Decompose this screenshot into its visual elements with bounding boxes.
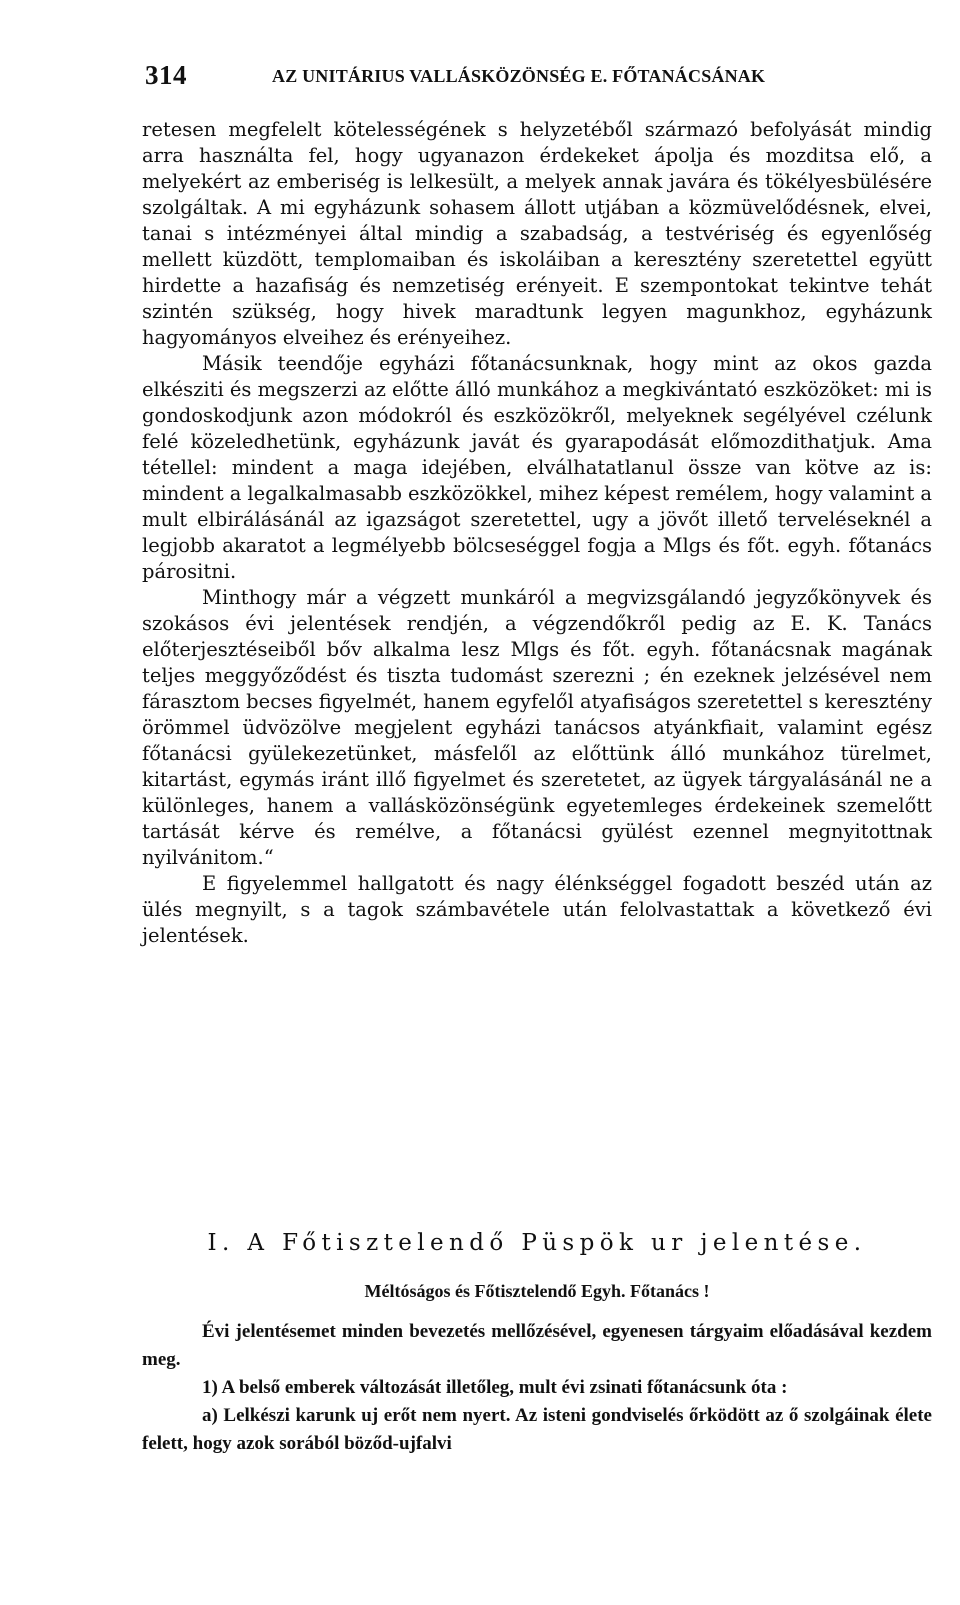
salutation: Méltóságos és Főtisztelendő Egyh. Főtanács ! — [364, 1281, 710, 1301]
report-text — [142, 1318, 932, 1458]
running-title: AZ UNITÁRIUS VALLÁSKÖZÖNSÉG E. FŐTANÁCSÁNAK — [272, 66, 766, 86]
page-number: 314 — [145, 60, 187, 90]
paragraph: 1) A belső emberek változását illetőleg, mult évi zsinati főtanácsunk óta : — [202, 1377, 788, 1398]
paragraph-continuation: retesen megfelelt kötelességének s helyzetéből származó befolyását mindig arra használta fel, hogy ugyanazon érdekeket ápolja és mozditsa elő, a melyekért az emberiség is lelkesült, a melyek annak javára és tökélyesbülésére szolgáltak. A mi egyházunk sohasem állott utjában a közmüvelődésnek, elvei, tanai s intézményei által mindig a szabadság, a testvériség és egyenlőség mellett küzdött, templomaiban és iskoláiban a keresztény szeretettel együtt hirdette a hazafiság és nemzetiség erényeit. E szempontokat tekintve tehát szintén szükség, hogy hivek maradtunk legyen magunkhoz, egyházunk hagyományos elveihez és erényeihez. — [142, 118, 932, 349]
paragraph: a) Lelkészi karunk uj erőt nem nyert. Az isteni gondviselés őrködött az ő szolgáinak élete felett, hogy azok sorából böződ-ujfalvi — [142, 1405, 932, 1454]
section-heading: I. A Főtisztelendő Püspök ur jelentése. — [207, 1230, 867, 1256]
page-header — [145, 60, 935, 90]
paragraph: E figyelemmel hallgatott és nagy élénkséggel fogadott beszéd után az ülés megnyilt, s a tagok számbavétele után felolvastattak a következő évi jelentések. — [142, 872, 932, 947]
paragraph: Minthogy már a végzett munkáról a megvizsgálandó jegyzőkönyvek és szokásos évi jelentések rendjén, a végzendőkről pedig az E. K. Tanács előterjesztéseiből bőv alkalma lesz Mlgs és főt. egyh. főtanácsnak magának teljes meggyőződést és tiszta tudomást szerezni ; én ezeknek jelzésével nem fárasztom becses figyelmét, hanem egyfelől atyafiságos szeretettel s keresztény örömmel üdvözölve megjelent egyházi tanácsos atyánkfiait, valamint egész főtanácsi gyülekezetünket, másfelől az előttünk álló munkához türelmet, kitartást, egymás iránt illő figyelmet és szeretetet, az ügyek tárgyalásánál ne a különleges, hanem a vallásközönségünk egyetemleges érdekeinek szemelőtt tartását kérve és remélve, a főtanácsi gyülést ezennel megnyitottnak nyilvánitom.“ — [142, 586, 932, 869]
paragraph: Évi jelentésemet minden bevezetés mellőzésével, egyenesen tárgyaim előadásával kezdem meg. — [142, 1321, 932, 1370]
paragraph: Másik teendője egyházi főtanácsunknak, hogy mint az okos gazda elkésziti és megszerzi az előtte álló munkához a megkivántató eszközöket: mi is gondoskodjunk azon módokról és eszközökről, melyeknek segélyével czélunk felé közeledhetünk, egyházunk javát és gyarapodását előmozdithatjuk. Ama tétellel: mindent a maga idejében, elválhatatlanul össze van kötve az is: mindent a legalkalmasabb eszközökkel, mihez képest remélem, hogy valamint a mult elbirálásánál az igazságot szeretettel, ugy a jövőt illető terveléseknél a legjobb akaratot a legmélyebb bölcseséggel fogja a Mlgs és főt. egyh. főtanács párositni. — [142, 352, 932, 583]
main-text — [142, 117, 932, 949]
